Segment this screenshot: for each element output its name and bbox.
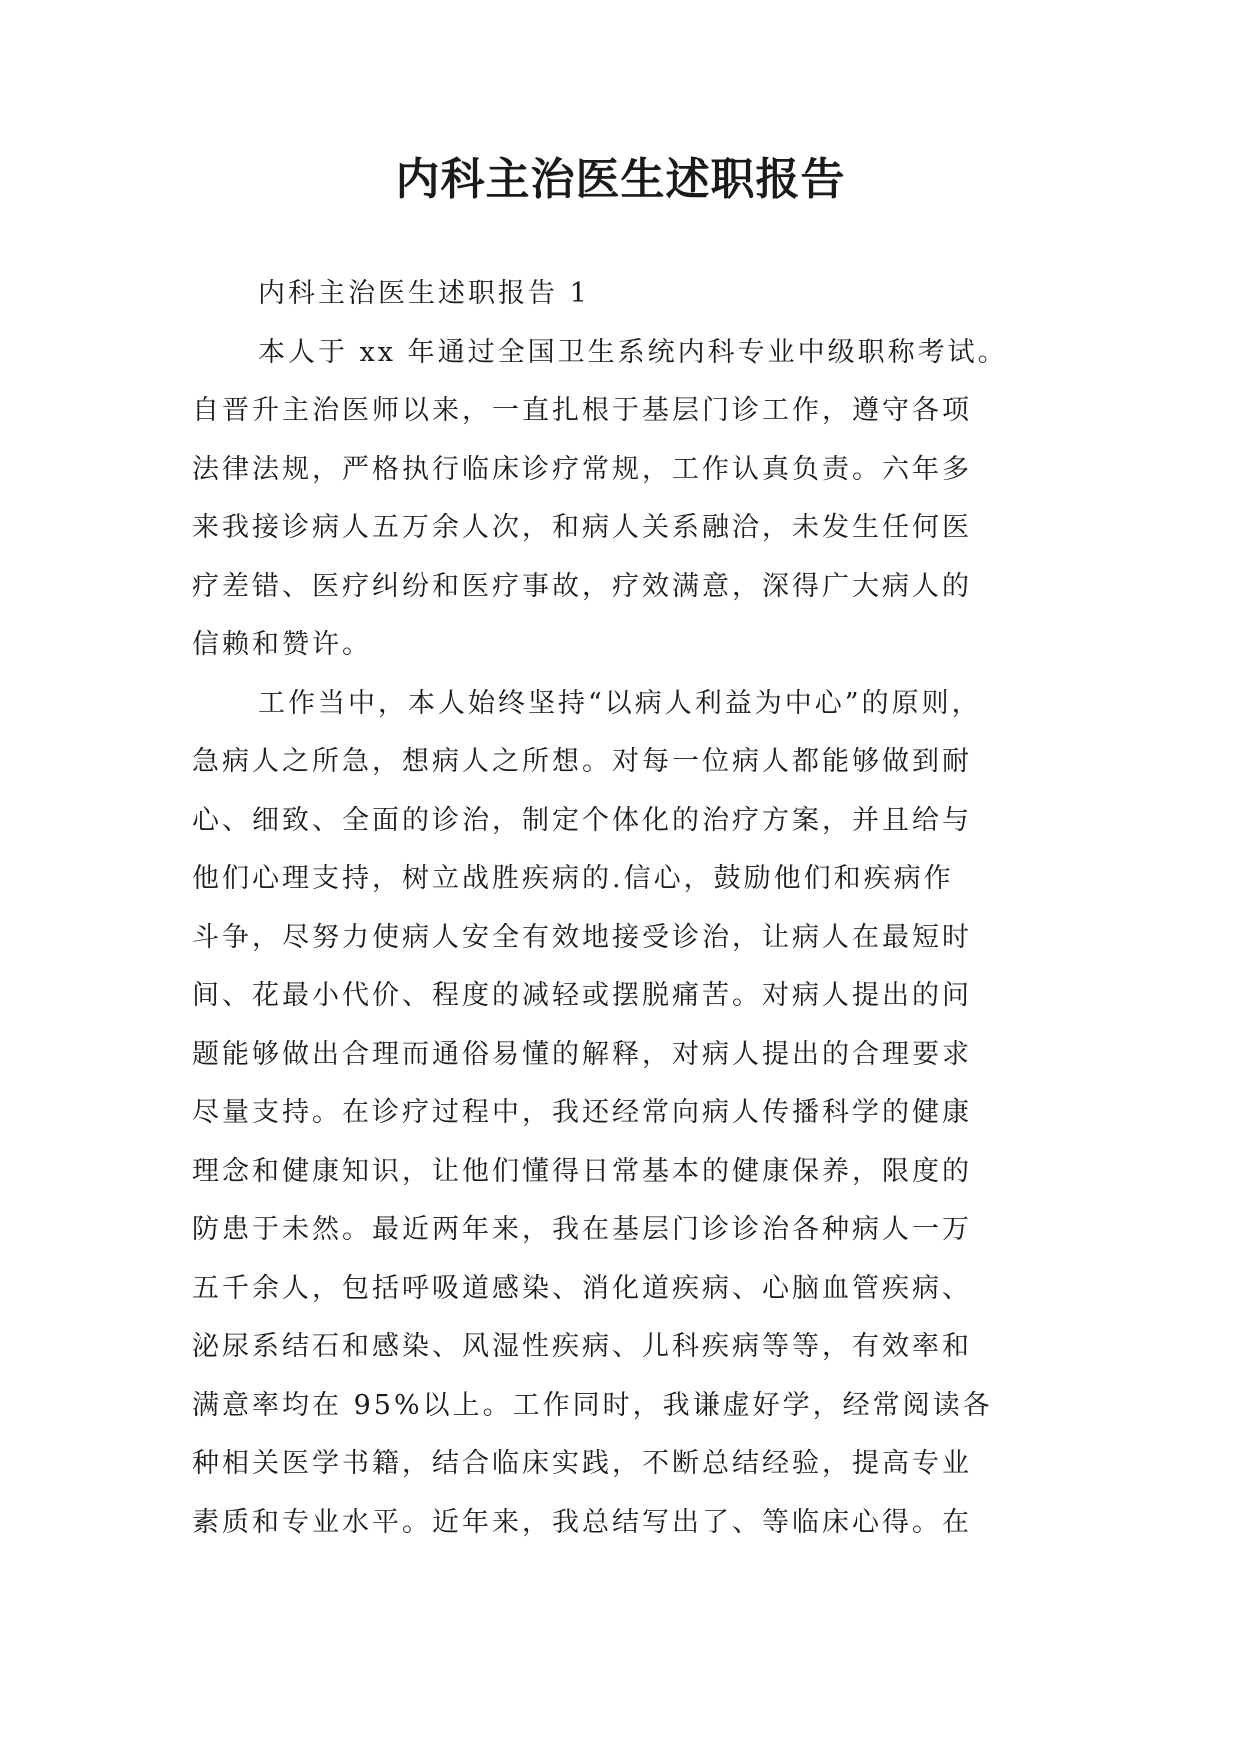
body-line: 信赖和赞许。 — [192, 629, 372, 660]
document-title: 内科主治医生述职报告 — [395, 154, 846, 205]
body-line: 素质和专业水平。近年来，我总结写出了、等临床心得。在 — [192, 1506, 972, 1538]
body-line: 泌尿系结石和感染、风湿性疾病、儿科疾病等等，有效率和 — [192, 1331, 972, 1362]
body-line: 法律法规，严格执行临床诊疗常规，工作认真负责。六年多 — [192, 453, 972, 485]
body-line: 他们心理支持，树立战胜疾病的.信心，鼓励他们和疾病作 — [192, 863, 954, 894]
document-body — [192, 265, 1072, 1552]
body-line: 来我接诊病人五万余人次，和病人关系融洽，未发生任何医 — [192, 512, 972, 543]
body-line: 心、细致、全面的诊治，制定个体化的治疗方案，并且给与 — [192, 804, 972, 836]
body-line: 急病人之所急，想病人之所想。对每一位病人都能够做到耐 — [192, 746, 972, 777]
body-line: 工作当中，本人始终坚持“以病人利益为中心”的原则， — [258, 687, 982, 719]
body-line: 尽量支持。在诊疗过程中，我还经常向病人传播科学的健康 — [192, 1097, 972, 1128]
body-line: 防患于未然。最近两年来，我在基层门诊诊治各种病人一万 — [192, 1214, 972, 1245]
body-line: 本人于 xx 年通过全国卫生系统内科专业中级职称考试。 — [258, 336, 1008, 368]
body-line: 满意率均在 95%以上。工作同时，我谦虚好学，经常阅读各 — [192, 1389, 993, 1421]
body-line: 间、花最小代价、程度的减轻或摆脱痛苦。对病人提出的问 — [192, 980, 972, 1011]
body-line: 种相关医学书籍，结合临床实践，不断总结经验，提高专业 — [192, 1448, 972, 1479]
body-line: 疗差错、医疗纠纷和医疗事故，疗效满意，深得广大病人的 — [192, 570, 972, 602]
body-line: 内科主治医生述职报告 1 — [258, 278, 590, 309]
body-line: 理念和健康知识，让他们懂得日常基本的健康保养，限度的 — [192, 1155, 972, 1187]
body-line: 自晋升主治医师以来，一直扎根于基层门诊工作，遵守各项 — [192, 395, 972, 426]
body-line: 斗争，尽努力使病人安全有效地接受诊治，让病人在最短时 — [192, 921, 972, 953]
body-line: 题能够做出合理而通俗易懂的解释，对病人提出的合理要求 — [192, 1038, 972, 1070]
body-line: 五千余人，包括呼吸道感染、消化道疾病、心脑血管疾病、 — [192, 1272, 972, 1304]
